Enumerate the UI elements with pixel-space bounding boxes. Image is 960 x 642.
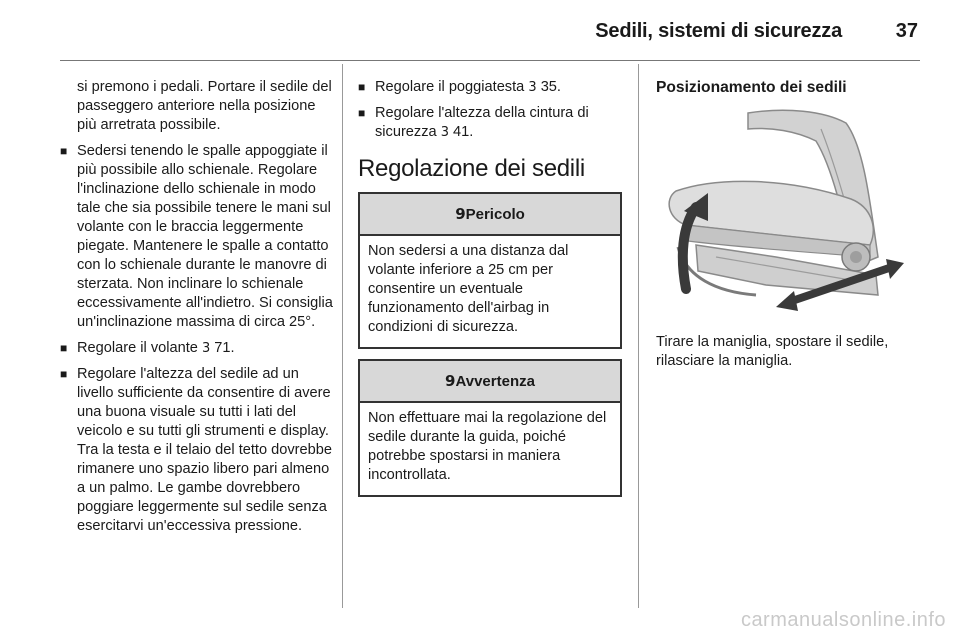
warning-triangle-icon: 9 [455, 205, 466, 223]
list-item-text: Regolare l'altezza del sedile ad un livello sufficiente da consentire di avere una buona visuale su tutti i lati del veicolo e su tutti gli strumenti e display. Tra la testa e il telaio del tetto dovrebbe rimanere uno spazio libero pari almeno a un palmo. Le gambe dovrebbero poggiare leggermente sul sedile senza esercitarvi un'eccessiva pressione. [77, 366, 332, 534]
bullet-icon: ■ [358, 106, 366, 120]
page-reference-icon: 3 [528, 80, 537, 95]
list-item-text: Regolare il poggiatesta [375, 79, 525, 95]
column-3 [656, 78, 918, 371]
watermark: carmanualsonline.info [740, 609, 946, 631]
bullet-icon: ■ [358, 80, 366, 94]
section-heading: Regolazione dei sedili [358, 155, 585, 182]
caution-box-header [360, 361, 620, 403]
page-reference[interactable]: 41. [453, 124, 474, 140]
page-reference[interactable]: 35. [540, 79, 561, 95]
warning-triangle-icon: 9 [445, 372, 456, 390]
list-item [60, 339, 334, 358]
caution-box [358, 359, 622, 497]
page-number: 37 [895, 20, 918, 42]
danger-box-title: Pericolo [465, 206, 525, 223]
bullet-icon: ■ [60, 367, 68, 381]
header-title: Sedili, sistemi di sicurezza [595, 20, 842, 42]
bullet-icon: ■ [60, 341, 68, 355]
column-divider-1 [342, 64, 343, 608]
figure-caption: Tirare la maniglia, spostare il sedile, rilasciare la maniglia. [656, 334, 889, 369]
column-2 [358, 78, 622, 507]
header-rule [60, 60, 920, 61]
list-item [358, 104, 622, 142]
list-item-text: Regolare il volante [77, 340, 198, 356]
page-reference[interactable]: 71. [214, 340, 235, 356]
page-header [60, 0, 920, 62]
list-item [60, 142, 334, 332]
page-reference-icon: 3 [201, 341, 211, 356]
caution-box-title: Avvertenza [455, 373, 535, 390]
intro-paragraph: si premono i pedali. Portare il sedile del passeggero anteriore nella posizione più arretrata possibile. [77, 79, 332, 133]
danger-box-header [360, 194, 620, 236]
list-item [358, 78, 622, 97]
list-item [60, 365, 334, 536]
column-divider-2 [638, 64, 639, 608]
column-1 [60, 78, 334, 543]
caution-box-text: Non effettuare mai la regolazione del sedile durante la guida, poiché potrebbe spostarsi in maniera incontrollata. [368, 410, 607, 483]
danger-box-text: Non sedersi a una distanza dal volante inferiore a 25 cm per consentire un eventuale funzionamento dell'airbag in condizioni di sicurezza. [368, 243, 569, 335]
list-item-text: Sedersi tenendo le spalle appoggiate il più possibile allo schienale. Regolare l'inclinazione dello schienale in modo tale che sia possibile tenere le mani sul volante con le braccia leggermente piegate. Mantenere le spalle a contatto con lo schienale durante le manovre di sterzata. Non inclinare lo schienale eccessivamente all'indietro. Si consiglia un'inclinazione massima di circa 25°. [77, 143, 333, 330]
bullet-icon: ■ [60, 144, 68, 158]
seat-adjustment-illustration [656, 107, 918, 317]
page-reference-icon: 3 [440, 125, 449, 140]
danger-box [358, 192, 622, 349]
subsection-heading: Posizionamento dei sedili [656, 79, 847, 96]
list-item-text: Regolare l'altezza della cintura di sicurezza [375, 105, 589, 140]
